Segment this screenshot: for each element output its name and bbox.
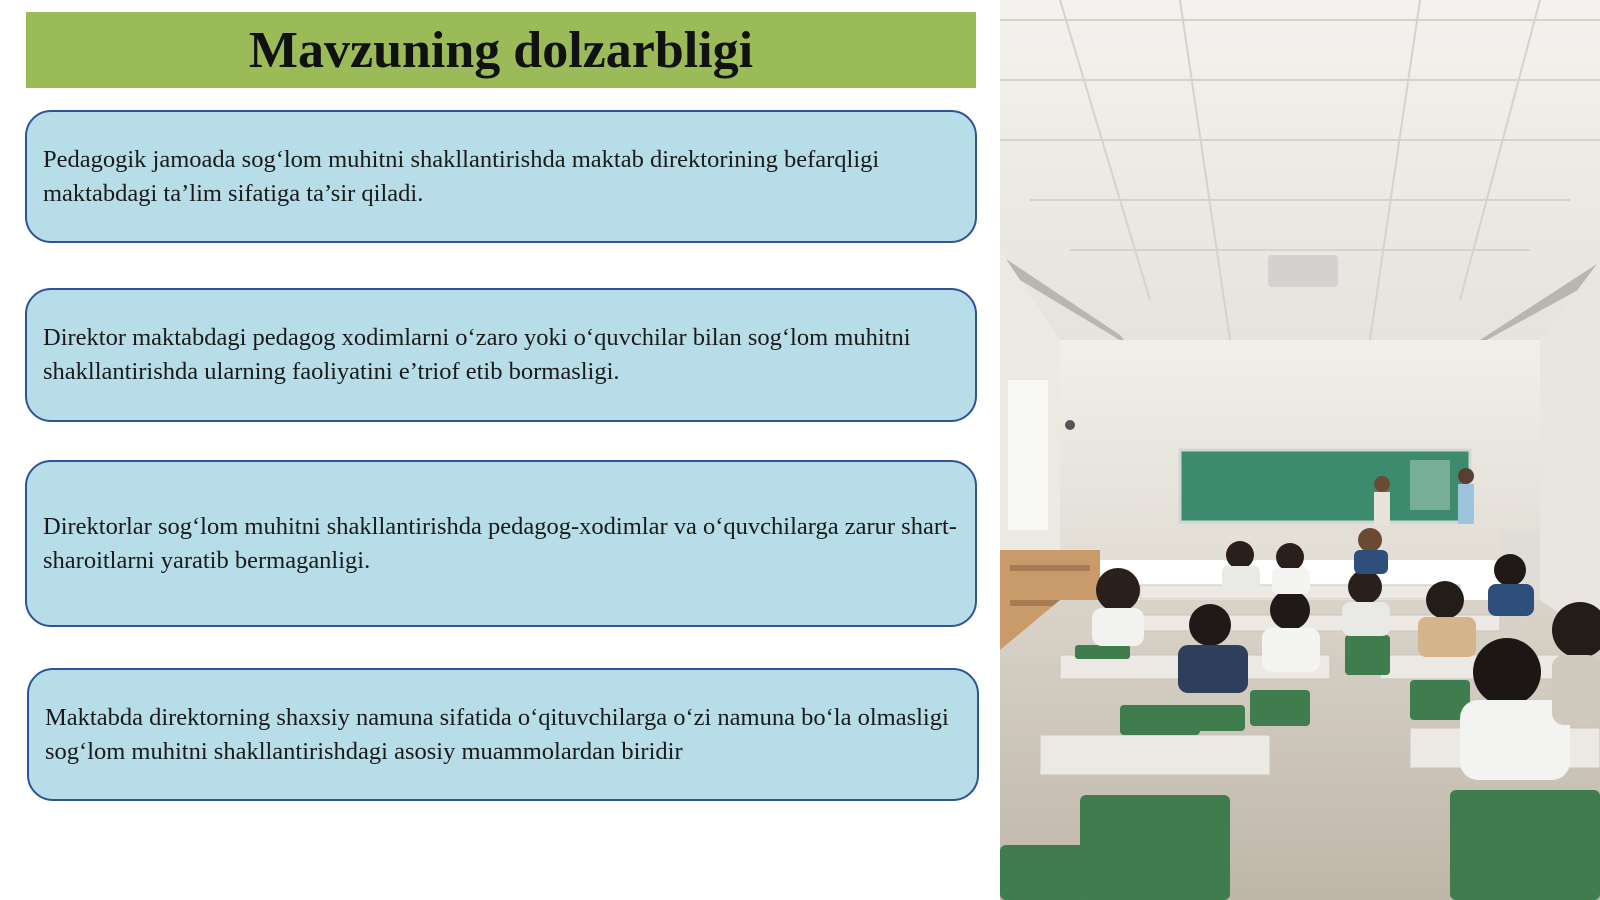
point-box-3	[25, 460, 977, 627]
point-box-4	[27, 668, 979, 801]
classroom-photo	[1000, 0, 1600, 900]
point-text-3: Direktorlar sog‘lom muhitni shakllantirishda pedagog-xodimlar va o‘quvchilarga zarur shart-sharoitlarni yaratib bermaganligi.	[43, 512, 957, 574]
point-text-4: Maktabda direktorning shaxsiy namuna sifatida o‘qituvchilarga o‘zi namuna bo‘la olmasligi sog‘lom muhitni shakllantirishdagi asosiy muammolardan biridir	[45, 703, 949, 765]
point-text-2: Direktor maktabdagi pedagog xodimlarni o‘zaro yoki o‘quvchilar bilan sog‘lom muhitni shakllantirishda ularning faoliyatini e’triof etib bormasligi.	[43, 324, 911, 385]
point-box-2	[25, 288, 977, 422]
slide-title: Mavzuning dolzarbligi	[248, 21, 754, 79]
title-bar	[26, 12, 976, 88]
point-text-1: Pedagogik jamoada sog‘lom muhitni shakllantirishda maktab direktorining befarqligi maktabdagi ta’lim sifatiga ta’sir qiladi.	[43, 145, 880, 207]
classroom-photo-icon	[1000, 0, 1600, 900]
point-box-1	[25, 110, 977, 243]
